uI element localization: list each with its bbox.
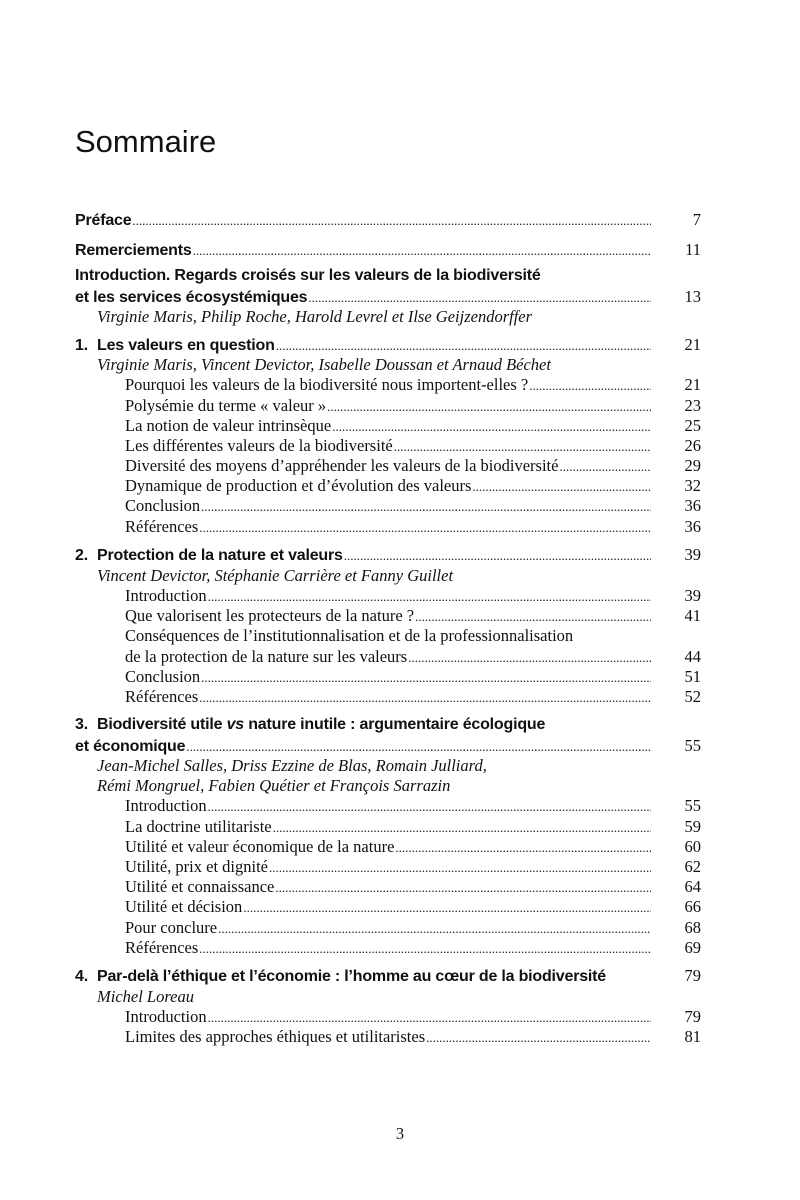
section-title: Diversité des moyens d’appréhender les valeurs de la biodiversité <box>125 456 559 475</box>
dot-leader <box>332 417 651 437</box>
toc-section[interactable] <box>75 817 701 837</box>
section-title: Références <box>125 687 199 706</box>
toc-section[interactable] <box>75 796 701 816</box>
page-title: Sommaire <box>75 124 217 159</box>
page-ref: 39 <box>684 586 701 605</box>
toc-entry-chapter-3[interactable] <box>75 736 701 756</box>
section-title: Utilité et décision <box>125 897 243 916</box>
dot-leader <box>415 607 651 627</box>
section-title: de la protection de la nature sur les valeurs <box>125 647 408 666</box>
dot-leader <box>208 587 651 607</box>
page-ref: 68 <box>684 918 701 937</box>
toc-entry-chapter-4[interactable] <box>75 966 701 986</box>
dot-leader <box>199 939 651 959</box>
dot-leader <box>201 497 651 517</box>
chapter-3-authors: Rémi Mongruel, Fabien Quétier et François Sarrazin <box>97 776 451 795</box>
page-ref: 36 <box>684 517 701 536</box>
dot-leader <box>276 336 651 356</box>
toc-section[interactable] <box>75 667 701 687</box>
dot-leader <box>408 648 651 668</box>
toc-section[interactable] <box>75 1007 701 1027</box>
toc-section[interactable] <box>75 496 701 516</box>
section-title: Les différentes valeurs de la biodiversité <box>125 436 393 455</box>
toc-section[interactable] <box>75 456 701 476</box>
page-ref: 66 <box>684 897 701 916</box>
dot-leader <box>426 1028 651 1048</box>
toc-section[interactable] <box>75 436 701 456</box>
page-ref: 79 <box>684 966 701 985</box>
dot-leader <box>132 211 651 231</box>
section-title: Conclusion <box>125 667 201 686</box>
toc-section[interactable] <box>75 877 701 897</box>
toc-section[interactable] <box>75 517 701 537</box>
chapter-number: 1. <box>75 337 88 354</box>
page-ref: 21 <box>684 335 701 354</box>
section-title: Références <box>125 938 199 957</box>
dot-leader <box>395 838 651 858</box>
chapter-3-authors-line1: Jean-Michel Salles, Driss Ezzine de Blas, Romain Julliard, <box>97 756 487 775</box>
toc-section[interactable] <box>75 416 701 436</box>
toc-section[interactable] <box>75 476 701 496</box>
section-title: Que valorisent les protecteurs de la nature ? <box>125 606 415 625</box>
page-ref: 25 <box>684 416 701 435</box>
toc-entry-introduction[interactable] <box>75 287 701 307</box>
chapter-3-title-line1: 3. Biodiversité utile vs nature inutile : argumentaire écologique <box>75 716 546 733</box>
toc-entry-chapter-1[interactable] <box>75 335 701 355</box>
section-title: Introduction <box>125 586 207 605</box>
dot-leader <box>218 919 651 939</box>
dot-leader <box>559 457 651 477</box>
section-title: Introduction <box>125 796 207 815</box>
toc-section[interactable] <box>75 1027 701 1047</box>
section-title: Polysémie du terme « valeur » <box>125 396 327 415</box>
entry-title <box>75 967 606 987</box>
page-ref: 62 <box>684 857 701 876</box>
toc-section[interactable] <box>75 606 701 626</box>
toc-section[interactable] <box>75 396 701 416</box>
section-title: Introduction <box>125 1007 207 1026</box>
page-ref: 51 <box>684 667 701 686</box>
page-ref: 13 <box>684 287 701 306</box>
introduction-title-line1: Introduction. Regards croisés sur les valeurs de la biodiversité <box>75 267 541 284</box>
page-ref: 60 <box>684 837 701 856</box>
chapter-number: 3. <box>75 716 88 733</box>
section-title: Dynamique de production et d’évolution des valeurs <box>125 476 472 495</box>
dot-leader <box>275 878 651 898</box>
section-title: Utilité et valeur économique de la nature <box>125 837 395 856</box>
section-title: Limites des approches éthiques et utilitaristes <box>125 1027 426 1046</box>
dot-leader <box>344 546 651 566</box>
section-title-line1: Conséquences de l’institutionnalisation et de la professionnalisation <box>125 626 574 645</box>
chapter-2-authors: Vincent Devictor, Stéphanie Carrière et Fanny Guillet <box>97 566 454 585</box>
toc-section[interactable] <box>75 938 701 958</box>
page-ref: 36 <box>684 496 701 515</box>
toc-section[interactable] <box>75 687 701 707</box>
toc-entry-remerciements[interactable] <box>75 240 701 260</box>
toc-section[interactable] <box>75 857 701 877</box>
page-ref: 69 <box>684 938 701 957</box>
dot-leader <box>208 797 651 817</box>
entry-title: et économique <box>75 738 186 755</box>
chapter-4-authors: Michel Loreau <box>97 987 194 1006</box>
dot-leader <box>327 397 651 417</box>
section-title: La notion de valeur intrinsèque <box>125 416 332 435</box>
page-ref: 59 <box>684 817 701 836</box>
chapter-title: Protection de la nature et valeurs <box>97 547 343 564</box>
page-number: 3 <box>395 1124 405 1143</box>
dot-leader <box>199 688 651 708</box>
page-ref: 44 <box>684 647 701 666</box>
dot-leader <box>243 898 651 918</box>
entry-title: Préface <box>75 212 132 229</box>
dot-leader <box>529 376 651 396</box>
introduction-authors: Virginie Maris, Philip Roche, Harold Levrel et Ilse Geijzendorffer <box>97 307 533 326</box>
dot-leader <box>273 818 651 838</box>
page-ref: 11 <box>685 240 701 259</box>
chapter-title: Les valeurs en question <box>97 337 275 354</box>
page-ref: 79 <box>684 1007 701 1026</box>
chapter-title: Par-delà l’éthique et l’économie : l’homme au cœur de la biodiversité <box>97 968 606 985</box>
dot-leader <box>472 477 651 497</box>
toc-section[interactable] <box>75 897 701 917</box>
section-title: Utilité, prix et dignité <box>125 857 268 876</box>
section-title: Pourquoi les valeurs de la biodiversité nous importent-elles ? <box>125 375 529 394</box>
section-title: Pour conclure <box>125 918 218 937</box>
page-ref: 32 <box>684 476 701 495</box>
toc-section[interactable] <box>75 375 701 395</box>
page-ref: 21 <box>684 375 701 394</box>
dot-leader <box>193 241 651 261</box>
page-ref: 41 <box>684 606 701 625</box>
toc-section[interactable] <box>75 586 701 606</box>
entry-title: et les services écosystémiques <box>75 289 308 306</box>
chapter-1-authors: Virginie Maris, Vincent Devictor, Isabelle Doussan et Arnaud Béchet <box>97 355 551 374</box>
dot-leader <box>201 668 651 688</box>
section-title: Utilité et connaissance <box>125 877 275 896</box>
section-title: Conclusion <box>125 496 201 515</box>
dot-leader <box>308 288 651 308</box>
entry-title <box>75 336 275 356</box>
entry-title <box>75 546 343 566</box>
section-title: La doctrine utilitariste <box>125 817 272 836</box>
toc-section[interactable] <box>75 837 701 857</box>
toc-entry-preface[interactable] <box>75 210 701 230</box>
dot-leader <box>199 518 651 538</box>
page-ref: 55 <box>684 736 701 755</box>
chapter-number: 4. <box>75 968 88 985</box>
page-ref: 81 <box>684 1027 701 1046</box>
page-ref: 29 <box>684 456 701 475</box>
dot-leader <box>186 737 651 757</box>
page-ref: 23 <box>684 396 701 415</box>
dot-leader <box>269 858 651 878</box>
toc-entry-chapter-2[interactable] <box>75 545 701 565</box>
page-ref: 64 <box>684 877 701 896</box>
toc-section[interactable] <box>75 918 701 938</box>
page-ref: 52 <box>684 687 701 706</box>
entry-title: Remerciements <box>75 242 192 259</box>
page-ref: 39 <box>684 545 701 564</box>
dot-leader <box>208 1008 651 1028</box>
toc-section[interactable] <box>75 647 701 667</box>
page-ref: 55 <box>684 796 701 815</box>
dot-leader <box>394 437 651 457</box>
chapter-number: 2. <box>75 547 88 564</box>
page-ref: 26 <box>684 436 701 455</box>
page-ref: 7 <box>692 210 701 229</box>
section-title: Références <box>125 517 199 536</box>
